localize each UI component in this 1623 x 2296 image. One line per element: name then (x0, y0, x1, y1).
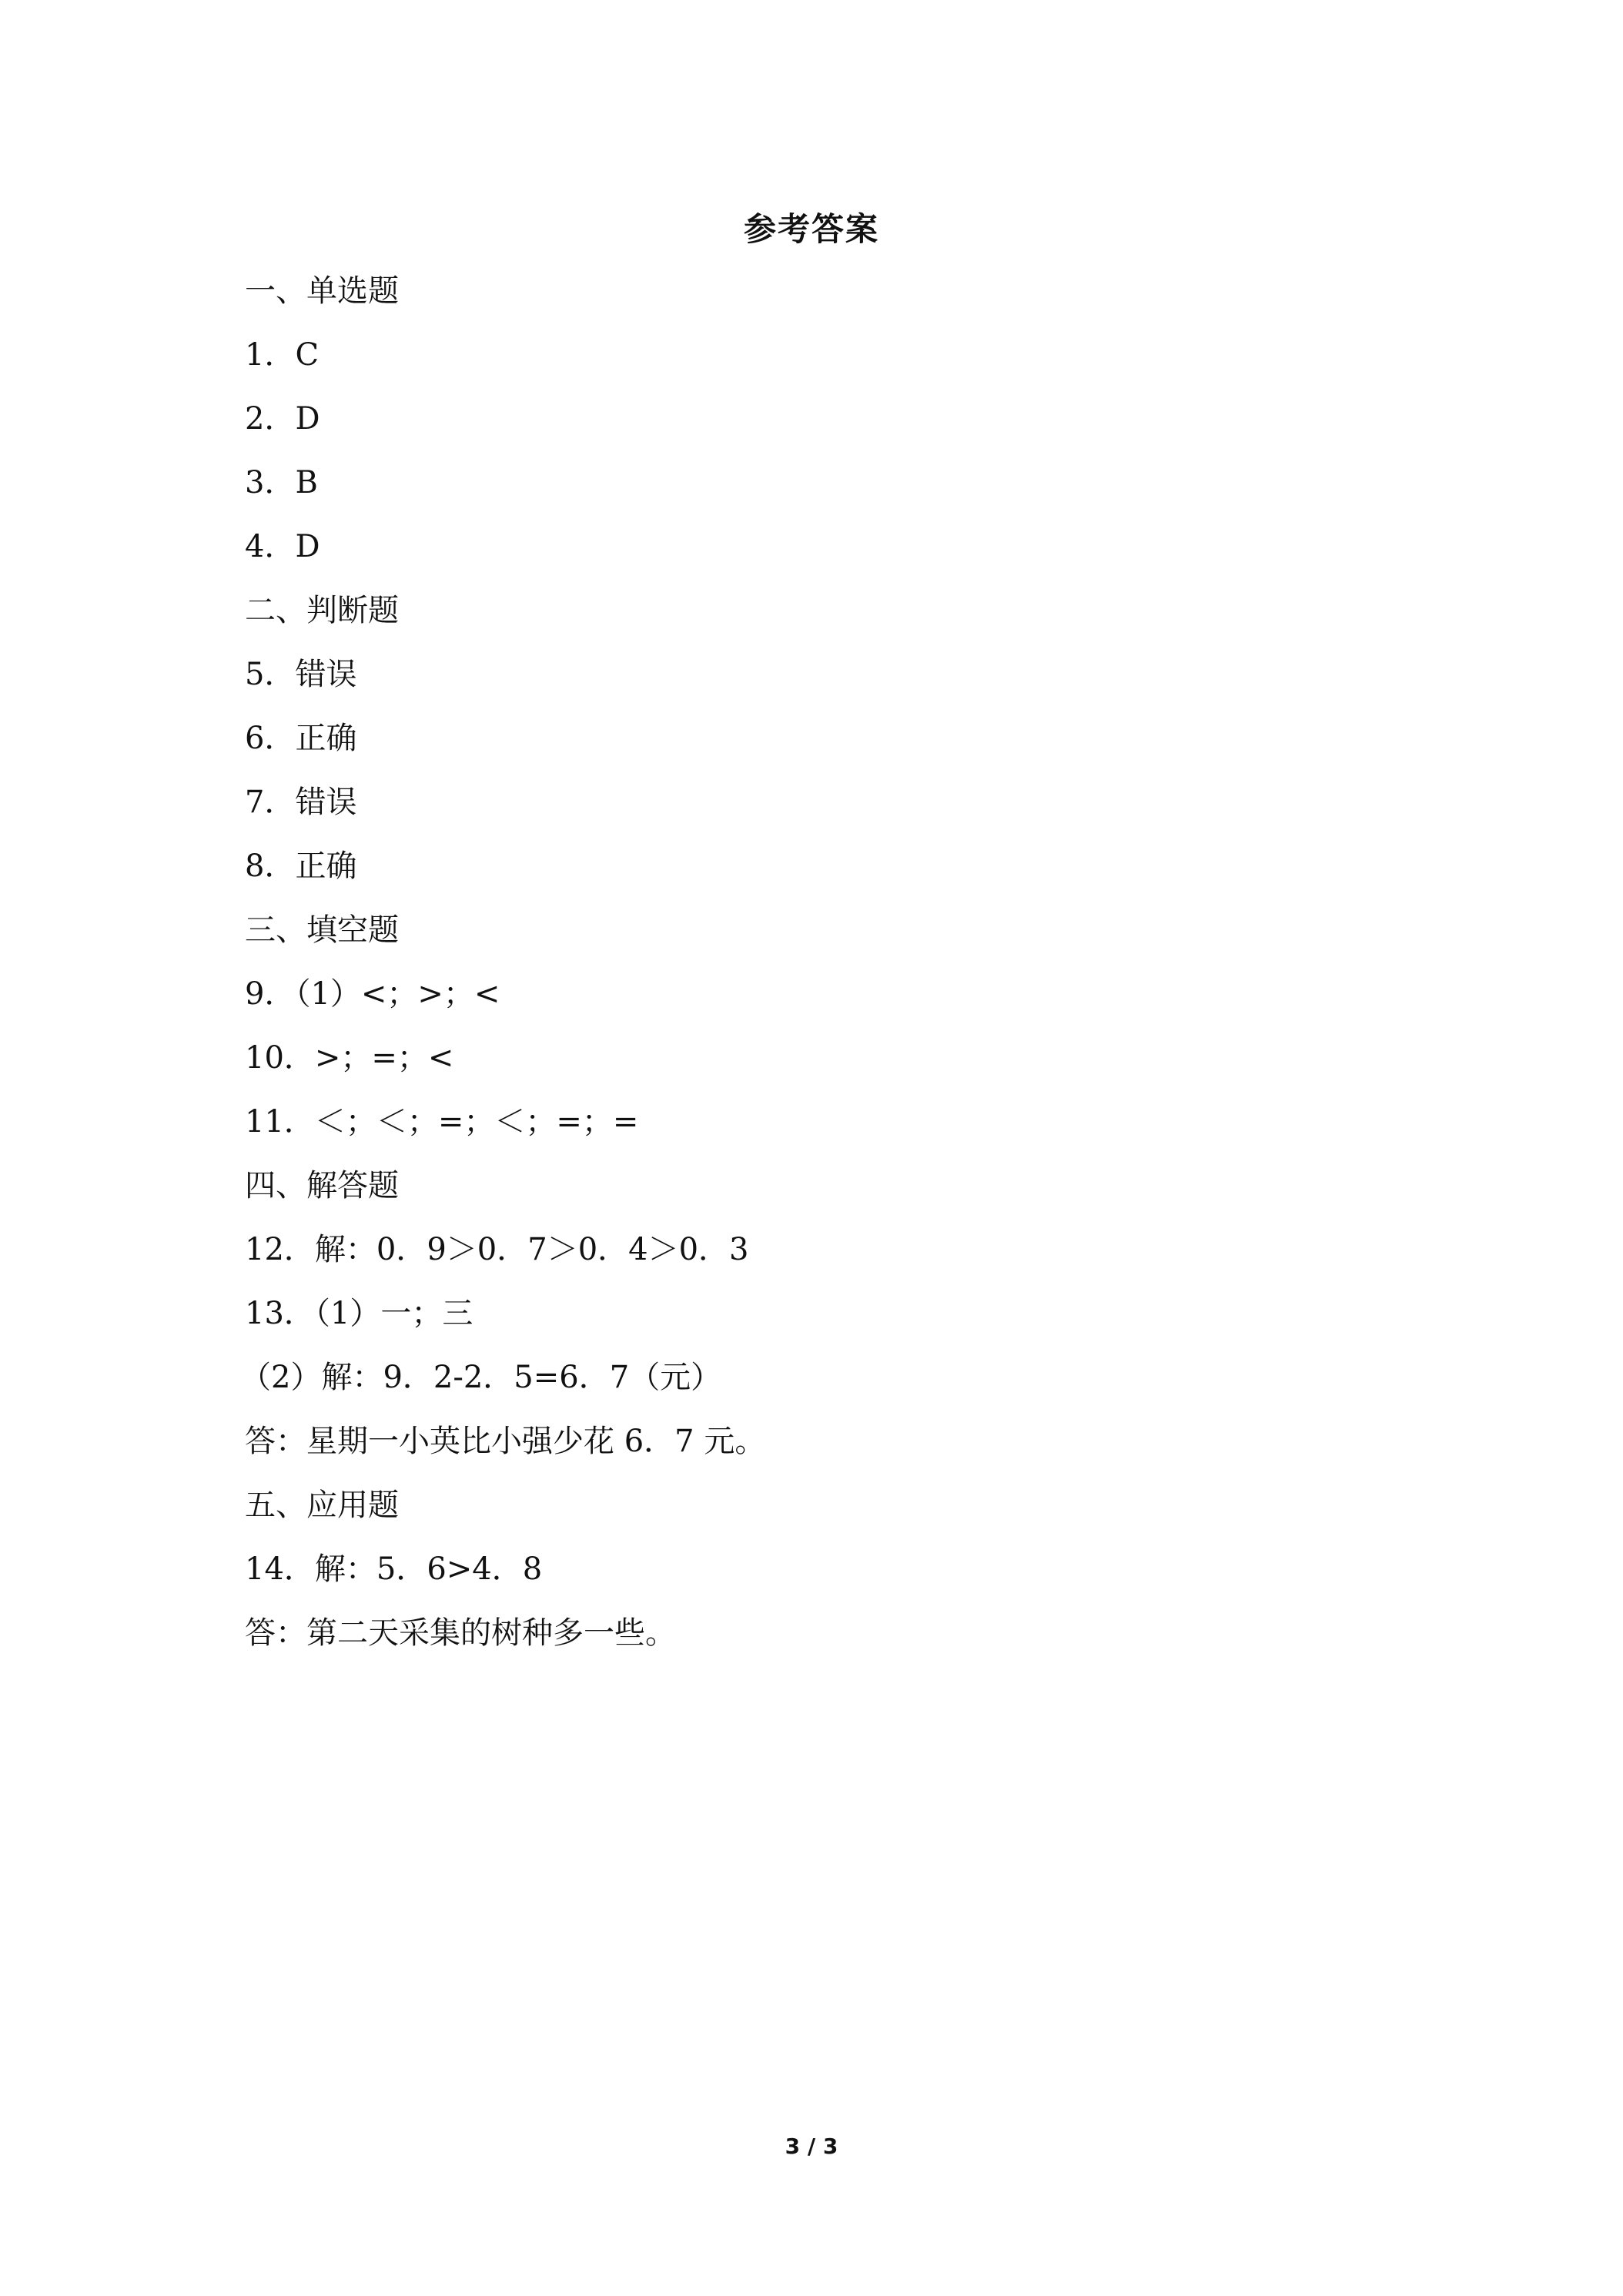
section-heading: 一、单选题 (245, 273, 399, 309)
page-title: 参考答案 (743, 210, 879, 248)
answer-line: 1．C (245, 337, 320, 373)
answer-line: 9．（1）<；>；< (245, 976, 500, 1012)
answer-line: 答：第二天采集的树种多一些。 (245, 1615, 676, 1651)
answer-line: 13．（1）一；三 (245, 1296, 474, 1331)
answer-line: 11．＜；＜；=；＜；=；= (245, 1104, 639, 1140)
answer-line: 8．正确 (245, 848, 357, 884)
section-heading: 四、解答题 (245, 1168, 399, 1203)
answer-line: 4．D (245, 529, 320, 564)
page-number: 3 / 3 (785, 2134, 838, 2159)
answer-line: 3．B (245, 465, 318, 500)
answer-line: 12．解：0．9＞0．7＞0．4＞0．3 (245, 1232, 749, 1267)
answer-line: 5．错误 (245, 657, 357, 692)
section-heading: 二、判断题 (245, 593, 399, 628)
answer-line: 14．解：5．6>4．8 (245, 1551, 543, 1587)
answer-line: 6．正确 (245, 721, 357, 756)
answer-line: 2．D (245, 401, 320, 437)
section-heading: 五、应用题 (245, 1488, 399, 1523)
answer-line: 10．>；=；< (245, 1040, 454, 1076)
section-heading: 三、填空题 (245, 912, 399, 948)
answer-list (240, 269, 1400, 1675)
answer-line: （2）解：9．2-2．5=6．7（元） (240, 1360, 722, 1395)
answer-line: 7．错误 (245, 785, 357, 820)
answer-line: 答：星期一小英比小强少花 6．7 元。 (245, 1424, 766, 1459)
